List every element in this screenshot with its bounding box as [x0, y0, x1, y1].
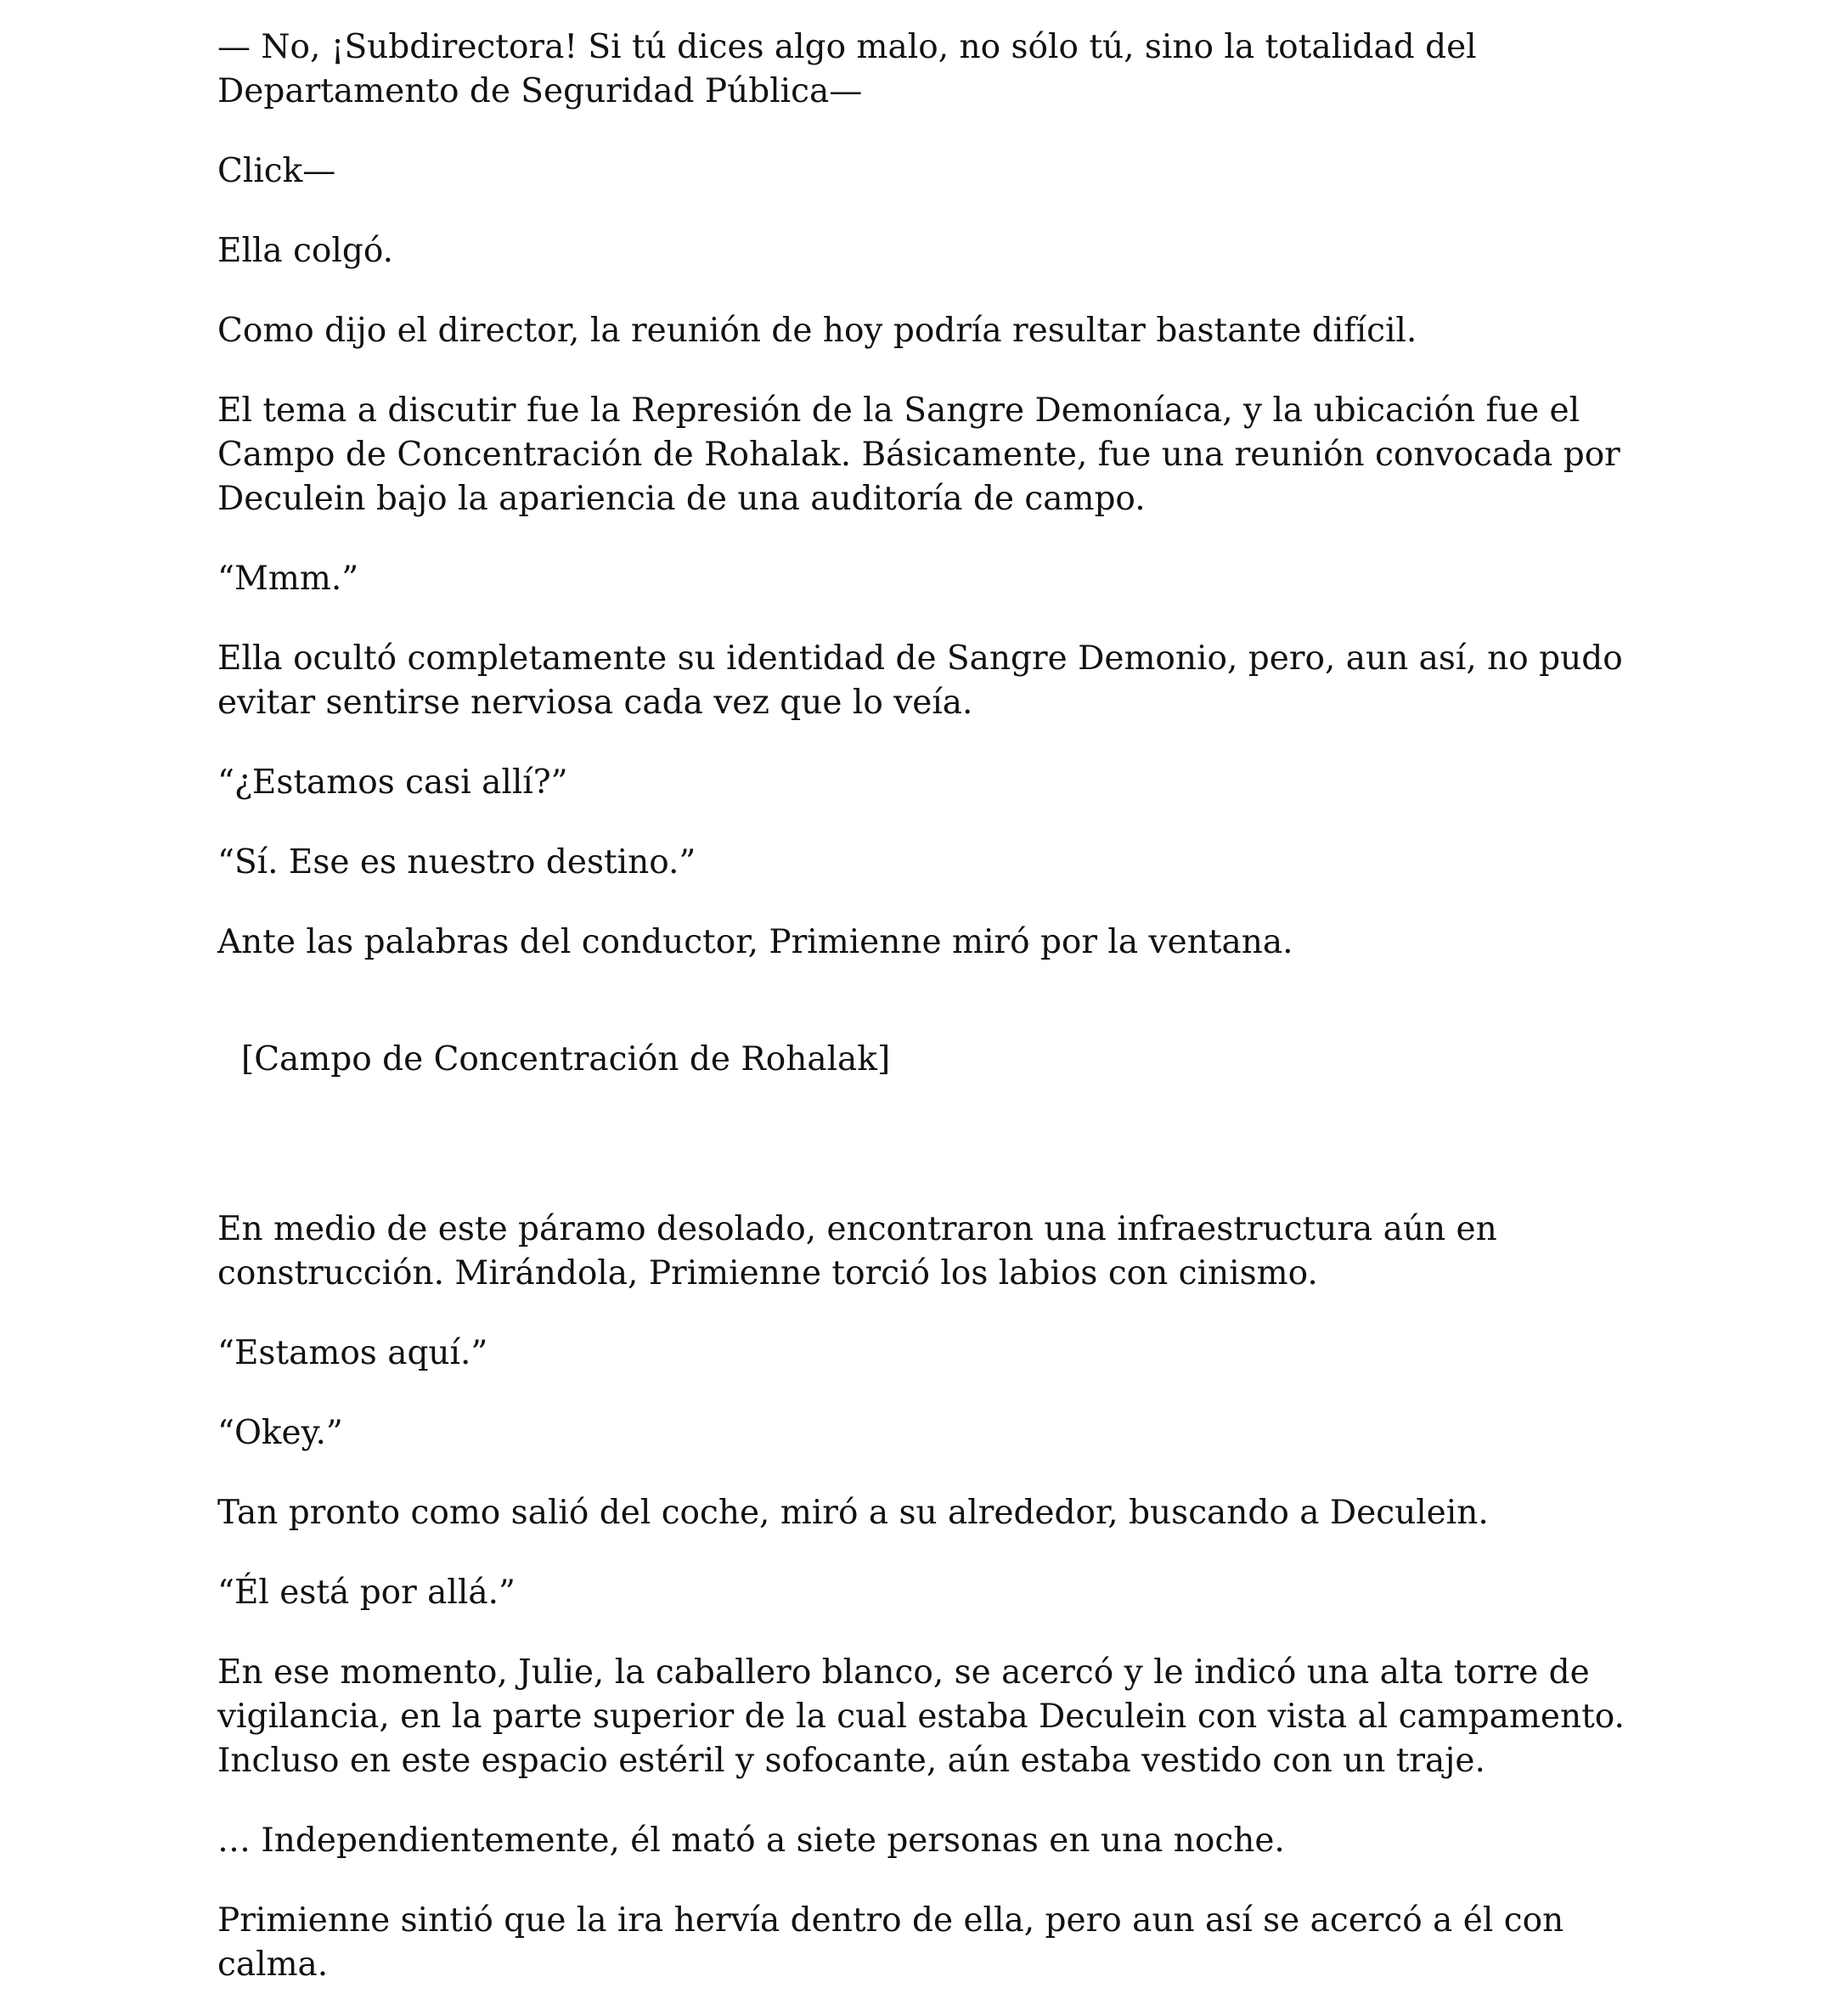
paragraph: … Independientemente, él mató a siete personas en una noche. — [217, 1822, 1285, 1860]
paragraph: Primienne sintió que la ira hervía dentro de ella, pero aun así se acercó a él con calma. — [217, 1901, 1564, 1984]
paragraph: “Mmm.” — [217, 560, 359, 598]
section-heading: [Campo de Concentración de Rohalak] — [241, 1040, 891, 1078]
paragraph: Ella ocultó completamente su identidad de Sangre Demonio, pero, aun así, no pudo evitar sentirse nerviosa cada vez que lo veía. — [217, 639, 1623, 722]
paragraph: Ella colgó. — [217, 232, 394, 270]
paragraph: En ese momento, Julie, la caballero blanco, se acercó y le indicó una alta torre de vigilancia, en la parte superior de la cual estaba Deculein con vista al campamento. Incluso en este espacio estéril y sofocante, aún estaba vestido con un traje. — [217, 1653, 1625, 1780]
paragraph: “Estamos aquí.” — [217, 1334, 488, 1372]
paragraph: “Sí. Ese es nuestro destino.” — [217, 843, 696, 881]
paragraph: Ante las palabras del conductor, Primienne miró por la ventana. — [217, 923, 1293, 961]
paragraph: Tan pronto como salió del coche, miró a su alrededor, buscando a Deculein. — [217, 1494, 1489, 1532]
paragraph: “¿Estamos casi allí?” — [217, 763, 568, 802]
paragraph: En medio de este páramo desolado, encontraron una infraestructura aún en construcción. Mirándola, Primienne torció los labios con cinismo. — [217, 1210, 1497, 1292]
document-page — [217, 25, 1644, 1987]
paragraph: Como dijo el director, la reunión de hoy podría resultar bastante difícil. — [217, 312, 1417, 350]
paragraph: “Él está por allá.” — [217, 1574, 516, 1612]
paragraph: El tema a discutir fue la Represión de la Sangre Demoníaca, y la ubicación fue el Campo de Concentración de Rohalak. Básicamente, fue una reunión convocada por Deculein bajo la apariencia de una auditoría de campo. — [217, 391, 1620, 518]
paragraph: — No, ¡Subdirectora! Si tú dices algo malo, no sólo tú, sino la totalidad del Departamento de Seguridad Pública— — [217, 28, 1477, 110]
paragraph: “Okey.” — [217, 1414, 343, 1452]
paragraph: Click— — [217, 152, 336, 190]
